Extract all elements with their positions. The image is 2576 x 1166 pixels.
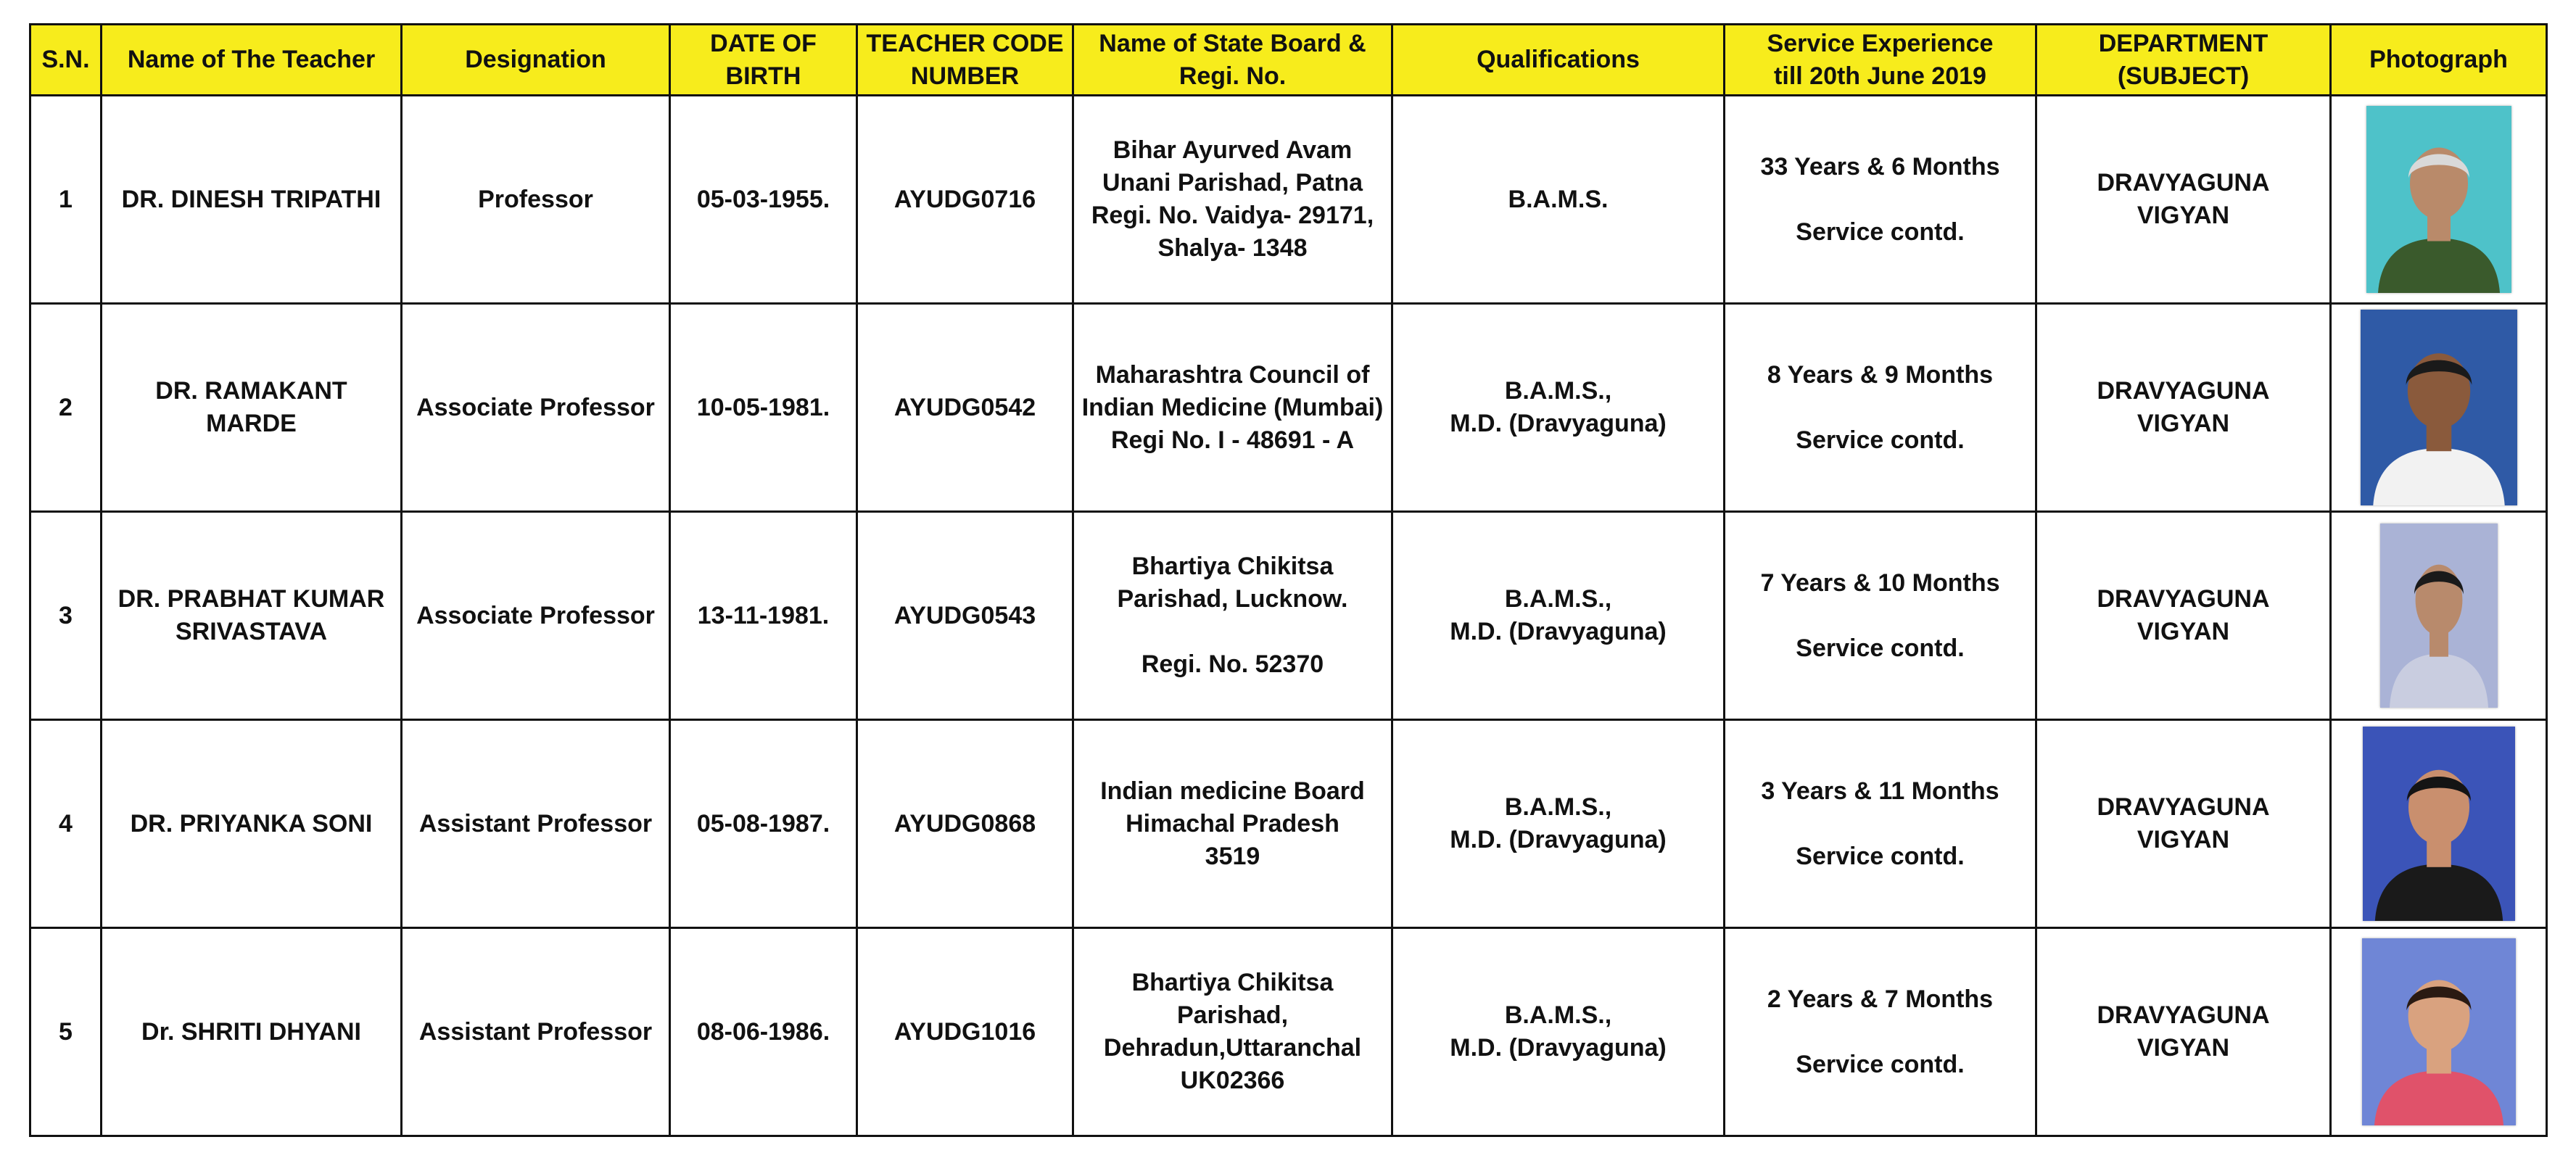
cell-qualifications: B.A.M.S., M.D. (Dravyaguna) xyxy=(1392,720,1725,928)
cell-department: DRAVYAGUNA VIGYAN xyxy=(2036,720,2331,928)
cell-qualifications: B.A.M.S., M.D. (Dravyaguna) xyxy=(1392,928,1725,1136)
cell-service-experience: 7 Years & 10 Months Service contd. xyxy=(1725,512,2036,720)
column-header-department: DEPARTMENT (SUBJECT) xyxy=(2036,25,2331,96)
column-header-dob: DATE OF BIRTH xyxy=(670,25,857,96)
cell-teacher-name: DR. DINESH TRIPATHI xyxy=(102,96,402,304)
table-row xyxy=(30,512,2547,720)
cell-designation: Associate Professor xyxy=(402,304,670,512)
column-header-service-experience: Service Experience till 20th June 2019 xyxy=(1725,25,2036,96)
cell-designation: Assistant Professor xyxy=(402,928,670,1136)
cell-department: DRAVYAGUNA VIGYAN xyxy=(2036,96,2331,304)
cell-teacher-code: AYUDG0868 xyxy=(857,720,1073,928)
cell-teacher-code: AYUDG0716 xyxy=(857,96,1073,304)
cell-photograph xyxy=(2331,96,2547,304)
cell-department: DRAVYAGUNA VIGYAN xyxy=(2036,512,2331,720)
portrait-man-glasses-photo xyxy=(2380,524,2498,708)
cell-teacher-name: Dr. SHRITI DHYANI xyxy=(102,928,402,1136)
column-header-name: Name of The Teacher xyxy=(102,25,402,96)
cell-service-experience: 3 Years & 11 Months Service contd. xyxy=(1725,720,2036,928)
cell-teacher-code: AYUDG0542 xyxy=(857,304,1073,512)
cell-photograph xyxy=(2331,304,2547,512)
cell-service-experience: 2 Years & 7 Months Service contd. xyxy=(1725,928,2036,1136)
cell-state-board: Indian medicine Board Himachal Pradesh 3519 xyxy=(1073,720,1392,928)
cell-qualifications: B.A.M.S., M.D. (Dravyaguna) xyxy=(1392,512,1725,720)
cell-date-of-birth: 05-08-1987. xyxy=(670,720,857,928)
cell-serial-number: 1 xyxy=(30,96,102,304)
cell-qualifications: B.A.M.S., M.D. (Dravyaguna) xyxy=(1392,304,1725,512)
cell-teacher-name: DR. RAMAKANT MARDE xyxy=(102,304,402,512)
portrait-woman-photo xyxy=(2363,727,2515,921)
cell-state-board: Maharashtra Council of Indian Medicine (Mumbai) Regi No. I - 48691 - A xyxy=(1073,304,1392,512)
column-header-sn: S.N. xyxy=(30,25,102,96)
cell-photograph xyxy=(2331,720,2547,928)
table-row xyxy=(30,96,2547,304)
cell-photograph xyxy=(2331,512,2547,720)
cell-date-of-birth: 05-03-1955. xyxy=(670,96,857,304)
cell-serial-number: 3 xyxy=(30,512,102,720)
cell-designation: Professor xyxy=(402,96,670,304)
portrait-man-photo xyxy=(2361,310,2517,505)
cell-date-of-birth: 08-06-1986. xyxy=(670,928,857,1136)
cell-department: DRAVYAGUNA VIGYAN xyxy=(2036,928,2331,1136)
cell-designation: Associate Professor xyxy=(402,512,670,720)
cell-state-board: Bhartiya Chikitsa Parishad, Dehradun,Uttaranchal UK02366 xyxy=(1073,928,1392,1136)
cell-date-of-birth: 10-05-1981. xyxy=(670,304,857,512)
cell-state-board: Bhartiya Chikitsa Parishad, Lucknow. Regi. No. 52370 xyxy=(1073,512,1392,720)
table-header-row xyxy=(30,25,2547,96)
cell-serial-number: 5 xyxy=(30,928,102,1136)
cell-department: DRAVYAGUNA VIGYAN xyxy=(2036,304,2331,512)
teacher-table xyxy=(29,23,2548,1137)
portrait-woman-photo xyxy=(2362,938,2516,1125)
cell-teacher-name: DR. PRABHAT KUMAR SRIVASTAVA xyxy=(102,512,402,720)
table-row xyxy=(30,304,2547,512)
column-header-state-board: Name of State Board & Regi. No. xyxy=(1073,25,1392,96)
cell-serial-number: 2 xyxy=(30,304,102,512)
cell-service-experience: 33 Years & 6 Months Service contd. xyxy=(1725,96,2036,304)
column-header-teacher-code: TEACHER CODE NUMBER xyxy=(857,25,1073,96)
cell-serial-number: 4 xyxy=(30,720,102,928)
cell-state-board: Bihar Ayurved Avam Unani Parishad, Patna Regi. No. Vaidya- 29171, Shalya- 1348 xyxy=(1073,96,1392,304)
table-row xyxy=(30,720,2547,928)
cell-photograph xyxy=(2331,928,2547,1136)
cell-date-of-birth: 13-11-1981. xyxy=(670,512,857,720)
portrait-older-man-photo xyxy=(2366,106,2511,293)
cell-teacher-code: AYUDG0543 xyxy=(857,512,1073,720)
column-header-photograph: Photograph xyxy=(2331,25,2547,96)
cell-designation: Assistant Professor xyxy=(402,720,670,928)
cell-teacher-code: AYUDG1016 xyxy=(857,928,1073,1136)
column-header-qualifications: Qualifications xyxy=(1392,25,1725,96)
cell-service-experience: 8 Years & 9 Months Service contd. xyxy=(1725,304,2036,512)
table-row xyxy=(30,928,2547,1136)
cell-teacher-name: DR. PRIYANKA SONI xyxy=(102,720,402,928)
column-header-designation: Designation xyxy=(402,25,670,96)
cell-qualifications: B.A.M.S. xyxy=(1392,96,1725,304)
